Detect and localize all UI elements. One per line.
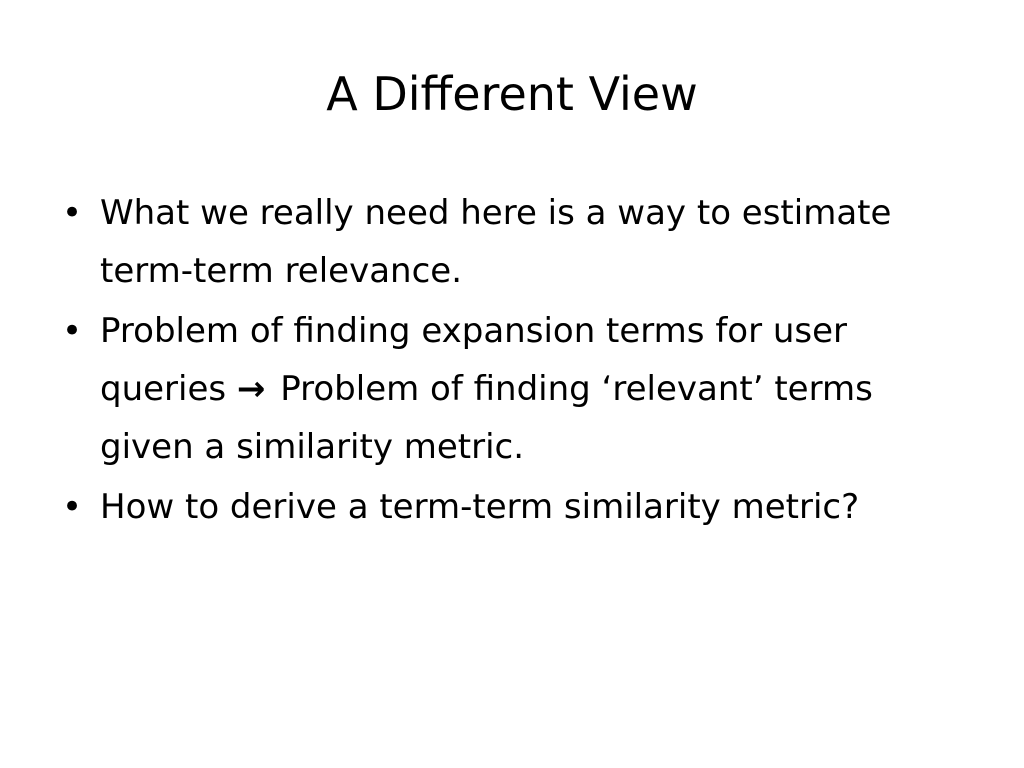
bullet-item (62, 302, 962, 476)
bullet-icon: • (62, 487, 83, 527)
right-arrow-icon: → (236, 369, 266, 409)
bullet-icon: • (62, 193, 83, 233)
bullet-text-before: Problem of finding expansion terms for user queries (100, 311, 848, 409)
slide-title: A Different View (326, 67, 698, 121)
bullet-item (62, 184, 962, 300)
bullet-item (62, 478, 962, 536)
bullet-icon: • (62, 311, 83, 351)
bullet-text-after: Problem of finding ‘relevant’ terms given a similarity metric. (100, 369, 873, 467)
bullet-text: What we really need here is a way to estimate term-term relevance. (100, 193, 892, 291)
bullet-text: How to derive a term-term similarity metric? (100, 487, 860, 527)
bullet-list (62, 184, 962, 538)
